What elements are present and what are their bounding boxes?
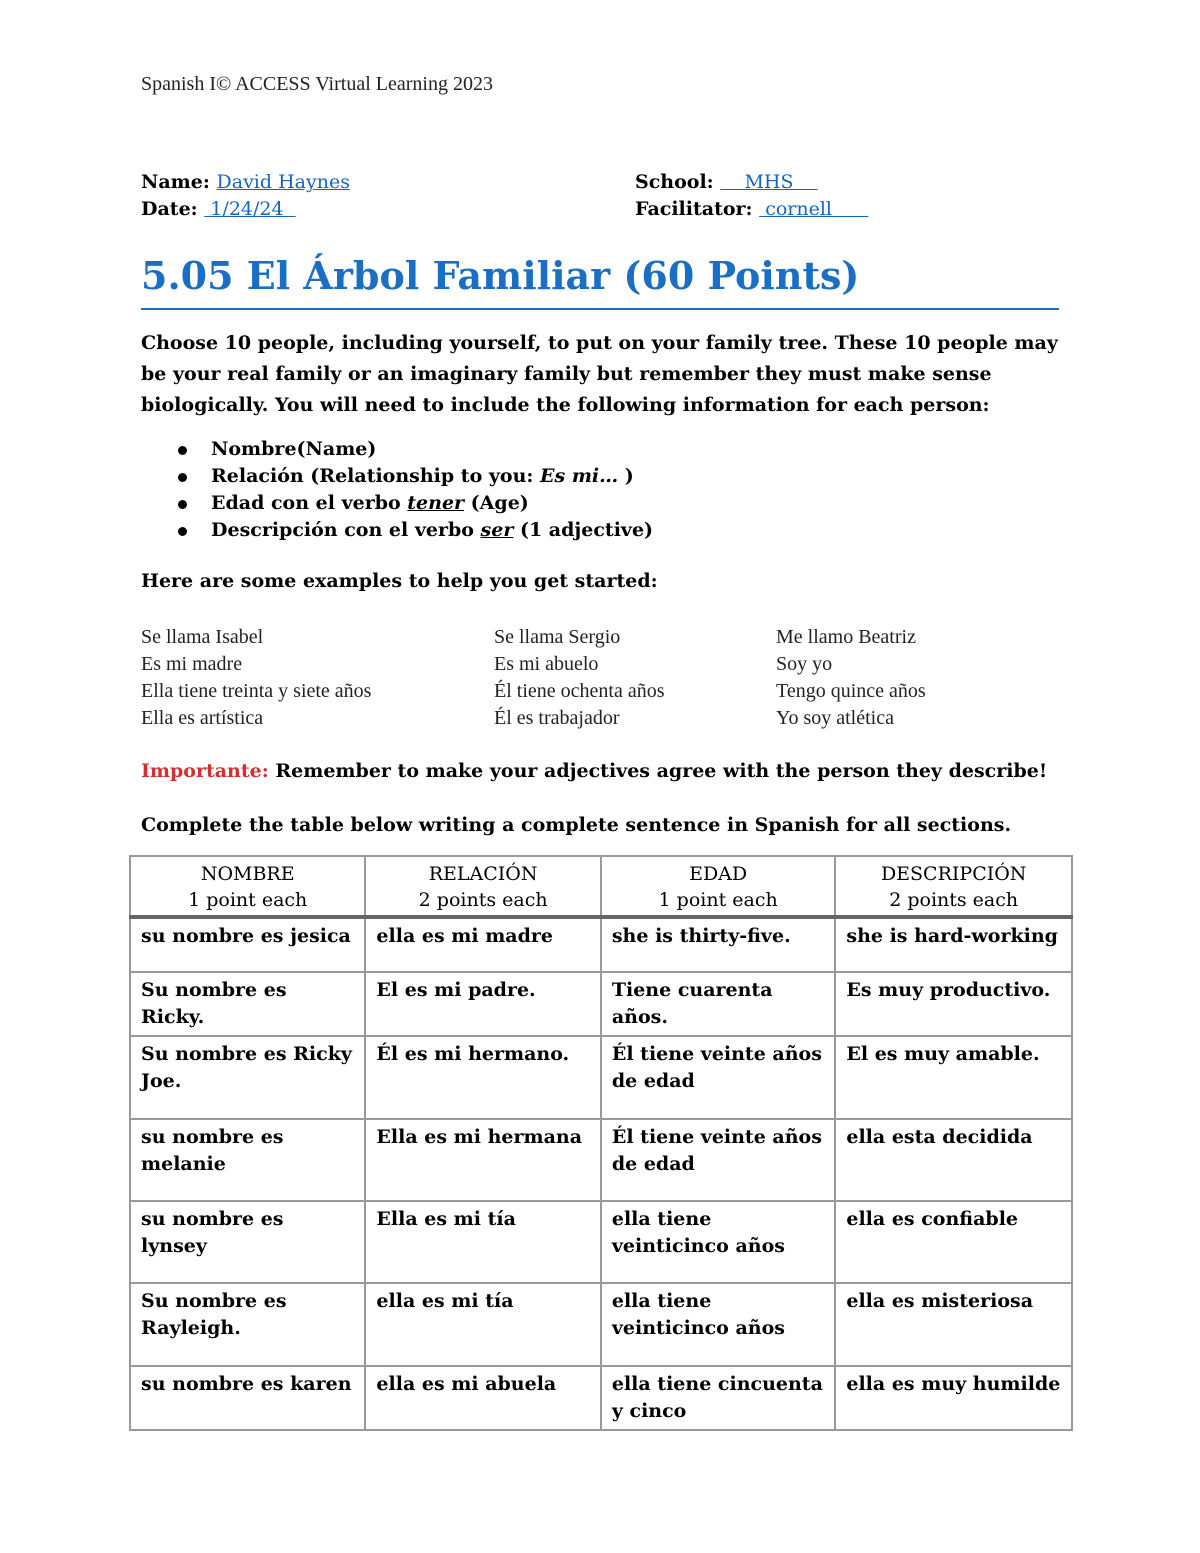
table-cell[interactable]: Su nombre es Ricky Joe.: [130, 1036, 365, 1119]
table-cell[interactable]: su nombre es lynsey: [130, 1201, 365, 1283]
table-cell[interactable]: ella es mi tía: [365, 1283, 600, 1366]
header-edad: EDAD 1 point each: [601, 856, 836, 917]
example-line: Tengo quince años: [776, 680, 926, 702]
example-line: Se llama Isabel: [141, 626, 264, 648]
table-row: [130, 1201, 1072, 1283]
table-cell[interactable]: ella tiene veinticinco años: [601, 1283, 836, 1366]
school-field: [635, 171, 818, 193]
table-cell[interactable]: Ella es mi tía: [365, 1201, 600, 1283]
example-line: Ella es artística: [141, 707, 264, 729]
table-cell[interactable]: Tiene cuarenta años.: [601, 972, 836, 1036]
example-line: Ella tiene treinta y siete años: [141, 680, 372, 702]
page-title: 5.05 El Árbol Familiar (60 Points): [141, 250, 1059, 310]
name-value[interactable]: David Haynes: [216, 171, 350, 193]
date-label: Date:: [141, 198, 198, 220]
example-line: Él tiene ochenta años: [494, 680, 665, 702]
table-cell[interactable]: ella es mi madre: [365, 917, 600, 972]
table-row: [130, 1366, 1072, 1430]
table-cell[interactable]: Es muy productivo.: [835, 972, 1072, 1036]
intro-paragraph: Choose 10 people, including yourself, to put on your family tree. These 10 people may be your real family or an imaginary family but remember they must make sense biologically. You will need to include the following information for each person:: [141, 332, 1058, 416]
requirements-list: [178, 436, 653, 544]
example-column-1: [141, 624, 371, 732]
table-cell[interactable]: Su nombre es Ricky.: [130, 972, 365, 1036]
table-cell[interactable]: su nombre es karen: [130, 1366, 365, 1430]
example-line: Es mi abuelo: [494, 653, 599, 675]
facilitator-label: Facilitator:: [635, 198, 753, 220]
example-line: Me llamo Beatriz: [776, 626, 916, 648]
importante-text: Remember to make your adjectives agree with the person they describe!: [268, 760, 1048, 782]
date-value[interactable]: 1/24/24: [204, 198, 296, 220]
table-cell[interactable]: ella es misteriosa: [835, 1283, 1072, 1366]
table-cell[interactable]: su nombre es jesica: [130, 917, 365, 972]
header-descripcion: DESCRIPCIÓN 2 points each: [835, 856, 1072, 917]
examples-heading: Here are some examples to help you get started:: [141, 570, 658, 592]
table-cell[interactable]: El es muy amable.: [835, 1036, 1072, 1119]
table-cell[interactable]: ella es confiable: [835, 1201, 1072, 1283]
example-line: Se llama Sergio: [494, 626, 621, 648]
example-line: Él es trabajador: [494, 707, 620, 729]
school-label: School:: [635, 171, 714, 193]
table-cell[interactable]: Su nombre es Rayleigh.: [130, 1283, 365, 1366]
facilitator-field: [635, 198, 868, 220]
list-item: Relación (Relationship to you: Es mi… ): [178, 463, 653, 490]
date-field: [141, 198, 296, 220]
name-field: [141, 171, 350, 193]
table-row: [130, 1036, 1072, 1119]
name-label: Name:: [141, 171, 210, 193]
table-cell[interactable]: she is hard-working: [835, 917, 1072, 972]
family-table: [129, 855, 1073, 1431]
table-cell[interactable]: su nombre es melanie: [130, 1119, 365, 1201]
table-cell[interactable]: El es mi padre.: [365, 972, 600, 1036]
table-cell[interactable]: Ella es mi hermana: [365, 1119, 600, 1201]
importante-label: Importante:: [141, 760, 269, 782]
example-line: Soy yo: [776, 653, 833, 675]
list-item: Descripción con el verbo ser (1 adjective): [178, 517, 653, 544]
table-header-row: [130, 856, 1072, 917]
example-column-2: [494, 624, 665, 732]
importante-note: [141, 760, 1047, 782]
header-relacion: RELACIÓN 2 points each: [365, 856, 600, 917]
list-item: Edad con el verbo tener (Age): [178, 490, 653, 517]
list-item: Nombre(Name): [178, 436, 653, 463]
table-instructions: Complete the table below writing a complete sentence in Spanish for all sections.: [141, 814, 1012, 836]
table-row: [130, 972, 1072, 1036]
example-line: Es mi madre: [141, 653, 243, 675]
table-cell[interactable]: Él tiene veinte años de edad: [601, 1036, 836, 1119]
table-cell[interactable]: ella es muy humilde: [835, 1366, 1072, 1430]
table-cell[interactable]: ella esta decidida: [835, 1119, 1072, 1201]
table-cell[interactable]: ella tiene veinticinco años: [601, 1201, 836, 1283]
facilitator-value[interactable]: cornell: [759, 198, 869, 220]
example-column-3: [776, 624, 926, 732]
table-row: [130, 917, 1072, 972]
table-cell[interactable]: Él es mi hermano.: [365, 1036, 600, 1119]
page-header: Spanish I© ACCESS Virtual Learning 2023: [141, 73, 493, 95]
table-row: [130, 1119, 1072, 1201]
table-cell[interactable]: Él tiene veinte años de edad: [601, 1119, 836, 1201]
table-row: [130, 1283, 1072, 1366]
table-cell[interactable]: ella tiene cincuenta y cinco: [601, 1366, 836, 1430]
example-line: Yo soy atlética: [776, 707, 894, 729]
table-cell[interactable]: ella es mi abuela: [365, 1366, 600, 1430]
table-cell[interactable]: she is thirty-five.: [601, 917, 836, 972]
header-nombre: NOMBRE 1 point each: [130, 856, 365, 917]
school-value[interactable]: MHS: [720, 171, 818, 193]
